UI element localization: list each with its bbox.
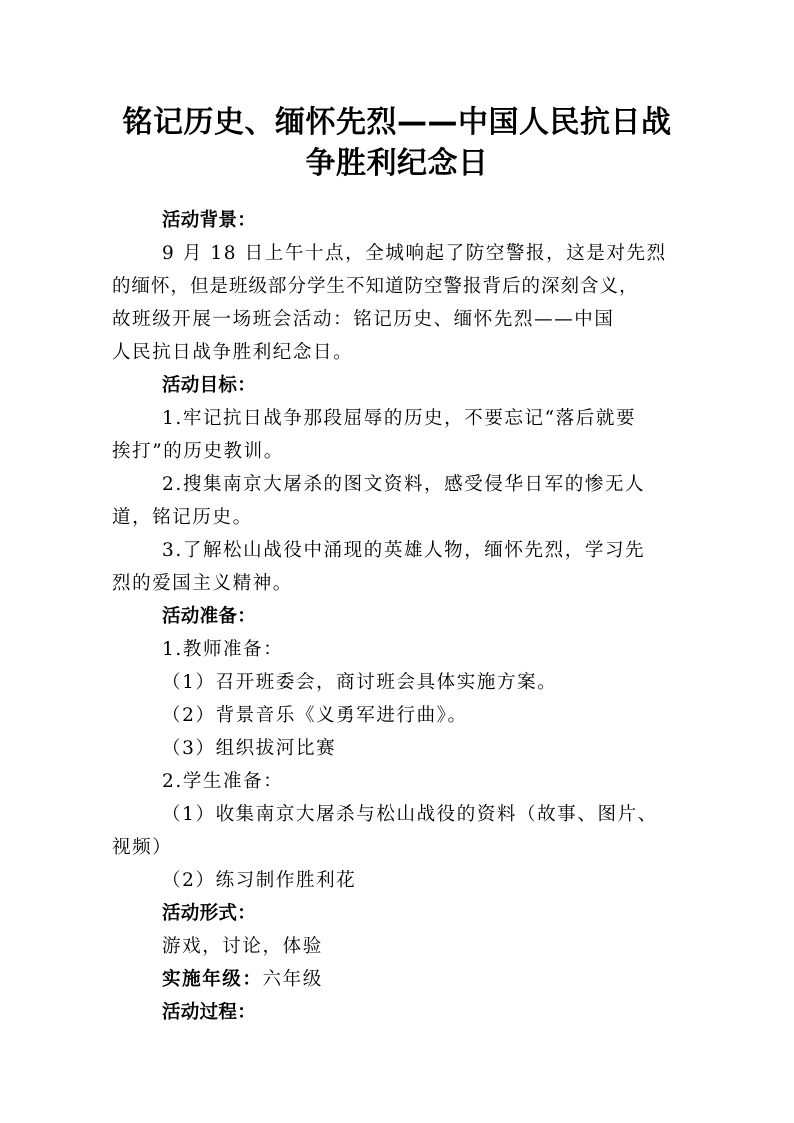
paragraph-line: 1.牢记抗日战争那段屈辱的历史，不要忘记“落后就要 <box>162 408 637 429</box>
section-heading-background: 活动背景： <box>162 210 257 231</box>
paragraph-line: 的缅怀，但是班级部分学生不知道防空警报背后的深刻含义， <box>112 276 639 297</box>
list-item: （1）收集南京大屠杀与松山战役的资料（故事、图片、 <box>162 804 658 825</box>
paragraph-line: 9 月 18 日上午十点，全城响起了防空警报，这是对先烈 <box>162 243 667 264</box>
grade-row <box>112 963 682 996</box>
paragraph-line: 故班级开展一场班会活动：铭记历史、缅怀先烈——中国 <box>112 309 615 330</box>
activity-form-text: 游戏，讨论，体验 <box>162 936 323 957</box>
section-heading-preparation: 活动准备： <box>162 606 257 627</box>
section-heading-goals: 活动目标： <box>162 375 257 396</box>
paragraph-line: 挨打”的历史教训。 <box>112 441 284 462</box>
student-preparation-label: 2.学生准备： <box>162 771 284 792</box>
grade-label: 实施年级： <box>162 969 263 990</box>
paragraph-line: 2.搜集南京大屠杀的图文资料，感受侵华日军的惨无人 <box>162 474 646 495</box>
paragraph-line: 烈的爱国主义精神。 <box>112 573 293 594</box>
document-title-line-1: 铭记历史、缅怀先烈——中国人民抗日战 <box>122 105 672 140</box>
grade-value: 六年级 <box>262 969 323 990</box>
document-body <box>112 204 682 1029</box>
list-item-continuation: 视频） <box>112 837 173 858</box>
teacher-preparation-label: 1.教师准备： <box>162 639 284 660</box>
list-item: （2）背景音乐《义勇军进行曲》。 <box>162 705 468 726</box>
paragraph-line: 3.了解松山战役中涌现的英雄人物，缅怀先烈，学习先 <box>162 540 646 561</box>
paragraph-line: 道，铭记历史。 <box>112 507 253 528</box>
section-heading-form: 活动形式： <box>162 903 257 924</box>
list-item: （3）组织拔河比赛 <box>162 738 337 759</box>
list-item: （2）练习制作胜利花 <box>162 870 357 891</box>
list-item: （1）召开班委会，商讨班会具体实施方案。 <box>162 672 558 693</box>
paragraph-line: 人民抗日战争胜利纪念日。 <box>112 342 354 363</box>
section-heading-process: 活动过程： <box>162 1002 257 1023</box>
document-title-line-2: 争胜利纪念日 <box>305 146 489 181</box>
